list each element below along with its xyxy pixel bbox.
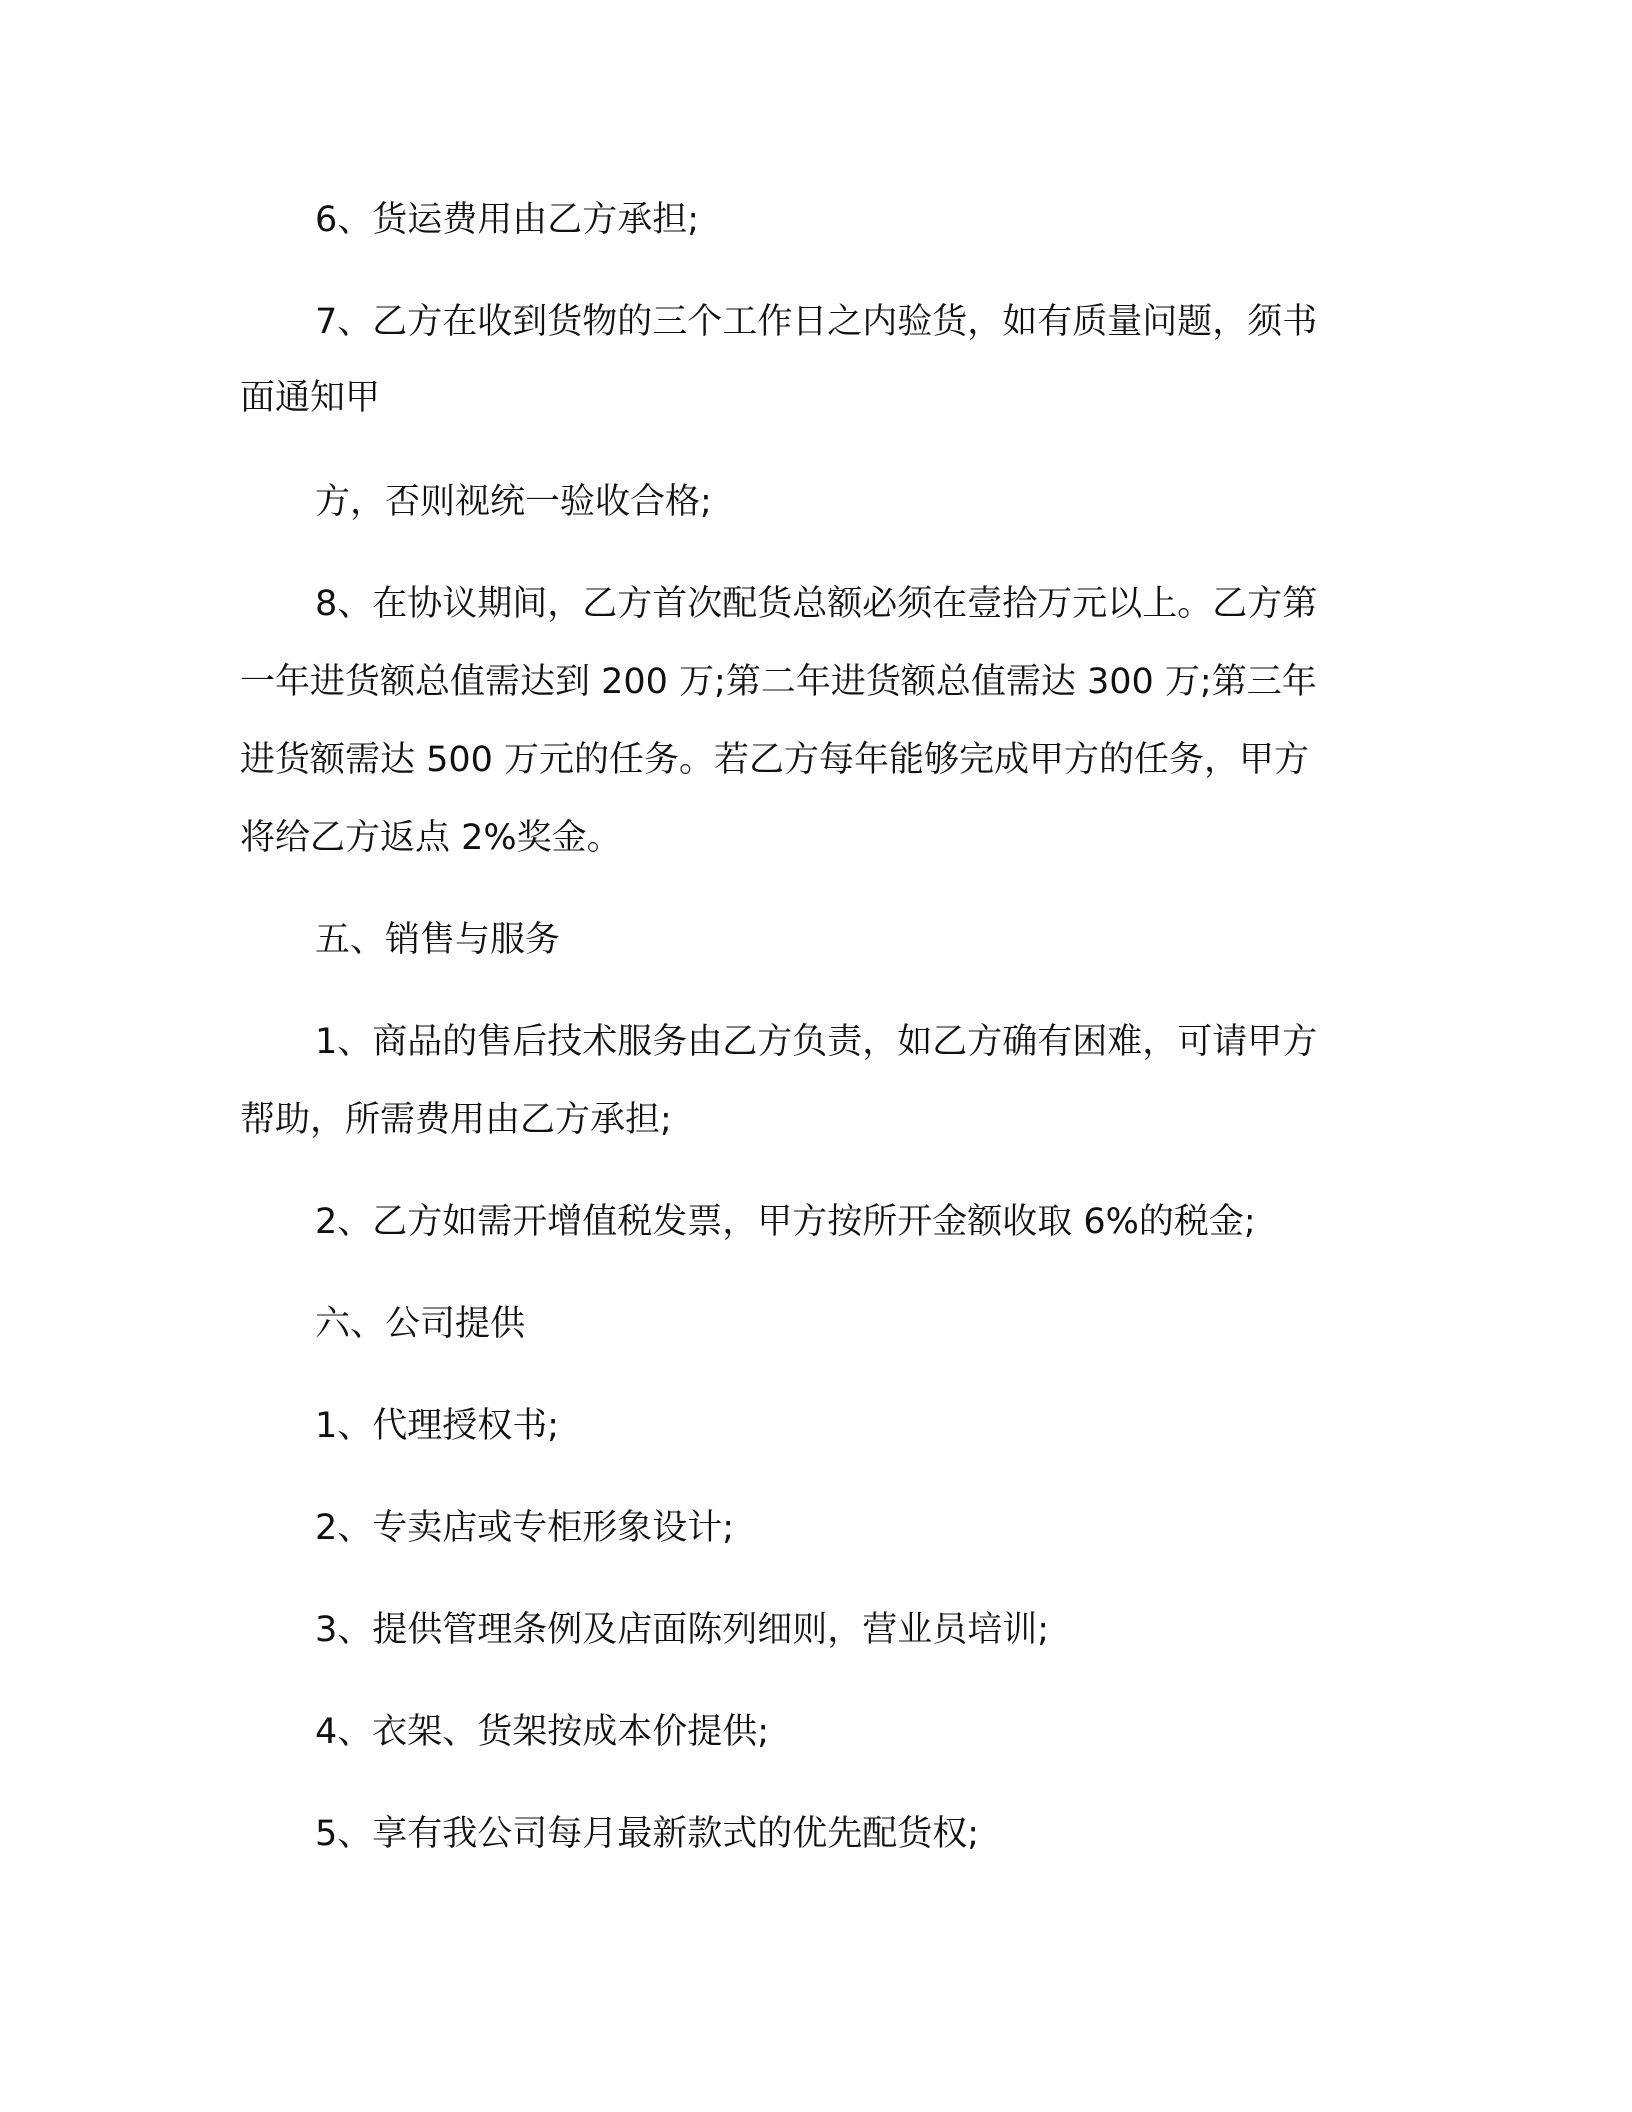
text-line-provide-item5: 5、享有我公司每月最新款式的优先配货权; <box>315 1814 980 1854</box>
text-line-sales-item1-cont: 帮助，所需费用由乙方承担; <box>240 1100 672 1140</box>
text-line-item8-cont3: 将给乙方返点 2%奖金。 <box>240 818 622 858</box>
section-heading-sales-service: 五、销售与服务 <box>315 920 561 960</box>
text-line-provide-item2: 2、专卖店或专柜形象设计; <box>315 1508 735 1548</box>
text-line-item7: 7、乙方在收到货物的三个工作日之内验货，如有质量问题，须书 <box>315 302 1318 342</box>
text-line-item6: 6、货运费用由乙方承担; <box>315 200 700 240</box>
text-line-sales-item2: 2、乙方如需开增值税发票，甲方按所开金额收取 6%的税金; <box>315 1202 1256 1242</box>
text-line-item8-cont1: 一年进货额总值需达到 200 万;第二年进货额总值需达 300 万;第三年 <box>240 662 1317 702</box>
text-line-provide-item3: 3、提供管理条例及店面陈列细则，营业员培训; <box>315 1610 1050 1650</box>
text-line-provide-item1: 1、代理授权书; <box>315 1406 560 1446</box>
text-line-item7-cont: 面通知甲 <box>240 378 381 418</box>
text-line-provide-item4: 4、衣架、货架按成本价提供; <box>315 1712 770 1752</box>
text-line-item8: 8、在协议期间，乙方首次配货总额必须在壹拾万元以上。乙方第 <box>315 584 1318 624</box>
text-line-sales-item1: 1、商品的售后技术服务由乙方负责，如乙方确有困难，可请甲方 <box>315 1022 1318 1062</box>
text-line-item8-cont2: 进货额需达 500 万元的任务。若乙方每年能够完成甲方的任务，甲方 <box>240 740 1310 780</box>
text-line-item7-end: 方，否则视统一验收合格; <box>315 482 712 522</box>
section-heading-company-provides: 六、公司提供 <box>315 1304 526 1344</box>
